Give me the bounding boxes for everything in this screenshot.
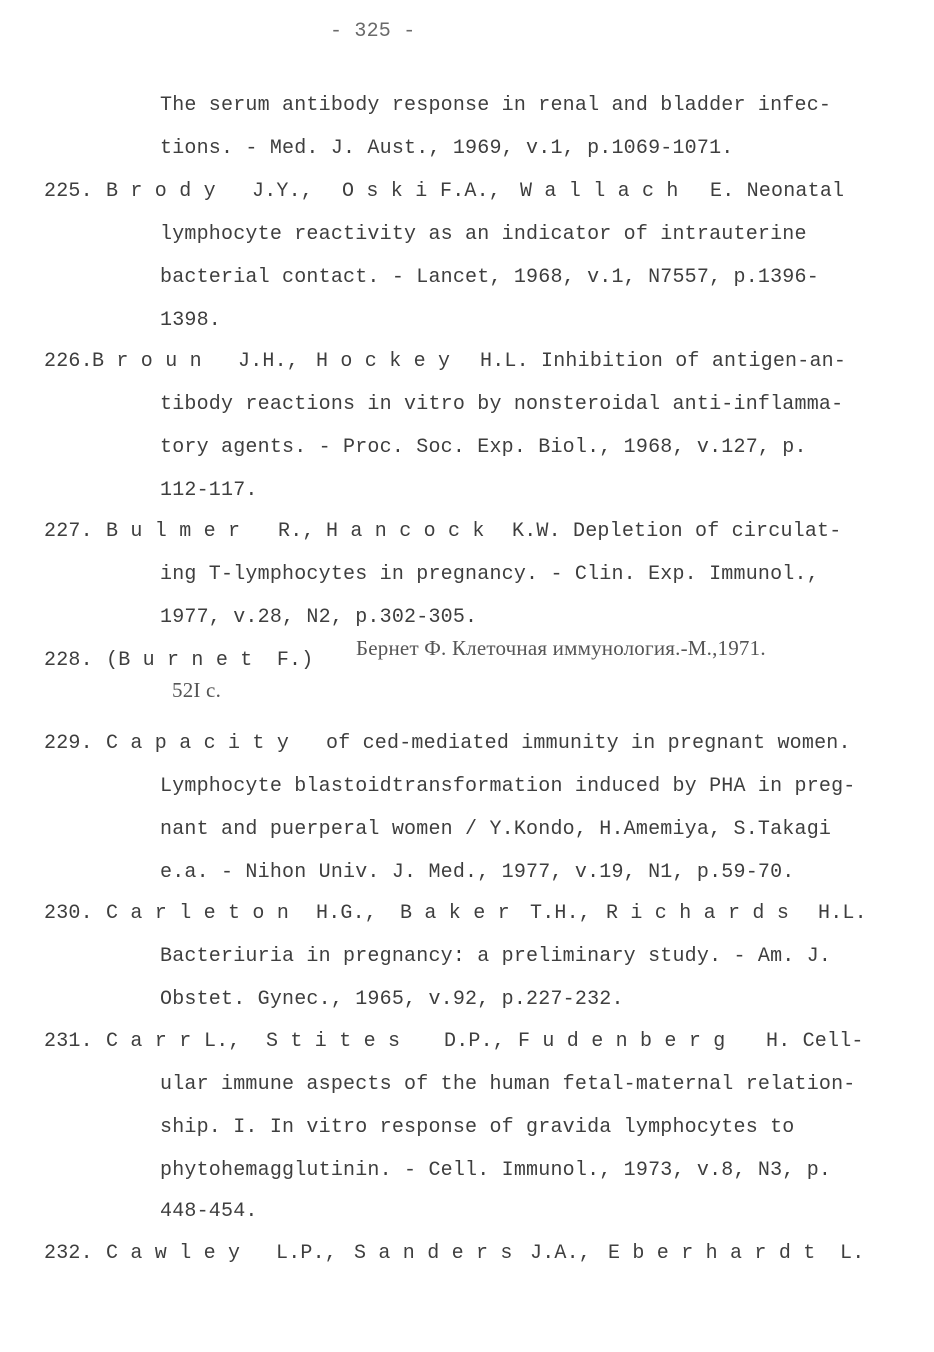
entry-230-line-3: Obstet. Gynec., 1965, v.92, p.227-232. — [160, 988, 624, 1011]
entry-229-title-rest: of ced-mediated immunity in pregnant women. — [326, 732, 851, 755]
entry-225-author-1-initials: J.Y., — [252, 180, 314, 203]
entry-227-author-1: B u l m e r — [106, 520, 241, 543]
entry-225-author-2-initials: F.A., — [440, 180, 502, 203]
entry-226-line-3: tory agents. - Proc. Soc. Exp. Biol., 1968, v.127, p. — [160, 436, 807, 459]
entry-230-author-3: R i c h a r d s — [606, 902, 790, 925]
entry-232-author-1: C a w l e y — [106, 1242, 241, 1265]
entry-number-230: 230. — [44, 902, 93, 925]
entry-227-author-1-initials: R., — [278, 520, 315, 543]
entry-number-225: 225. — [44, 180, 93, 203]
entry-226-line-2: tibody reactions in vitro by nonsteroidal anti-inflamma- — [160, 393, 844, 416]
entry-232-author-3: E b e r h a r d t — [608, 1242, 816, 1265]
entry-230-author-1-initials: H.G., — [316, 902, 378, 925]
entry-231-author-3: F u d e n b e r g — [518, 1030, 726, 1053]
entry-230-author-2: B a k e r — [400, 902, 510, 925]
entry-229-line-4: e.a. - Nihon Univ. J. Med., 1977, v.19, N1, p.59-70. — [160, 861, 795, 884]
entry-232-author-3-initials: L. — [840, 1242, 865, 1265]
entry-225-author-1: B r o d y — [106, 180, 216, 203]
entry-231-author-1-initials: L., — [204, 1030, 241, 1053]
entry-226-line-4: 112-117. — [160, 479, 258, 502]
entry-228-russian-title: Бернет Ф. Клеточная иммунология.-М.,1971. — [356, 636, 766, 660]
entry-230-author-3-initials: H.L. — [818, 902, 867, 925]
entry-228-author: (B u r n e t F.) — [106, 649, 314, 672]
entry-229-title-word: C a p a c i t y — [106, 732, 290, 755]
entry-231-line-4: phytohemagglutinin. - Cell. Immunol., 1973, v.8, N3, p. — [160, 1159, 832, 1182]
entry-230-author-1: C a r l e t o n — [106, 902, 290, 925]
entry-229-line-2: Lymphocyte blastoidtransformation induced by PHA in preg- — [160, 775, 856, 798]
entry-225-title-start: E. Neonatal — [710, 180, 845, 203]
entry-231-line-3: ship. I. In vitro response of gravida lymphocytes to — [160, 1116, 795, 1139]
entry-229-line-3: nant and puerperal women / Y.Kondo, H.Amemiya, S.Takagi — [160, 818, 832, 841]
entry-227-author-2: H a n c o c k — [326, 520, 485, 543]
entry-231-author-1: C a r r — [106, 1030, 192, 1053]
entry-231-title-start: H. Cell- — [766, 1030, 864, 1053]
entry-226-author-1: B r o u n — [92, 350, 202, 373]
entry-225-line-4: 1398. — [160, 309, 222, 332]
entry-230-author-2-initials: T.H., — [530, 902, 592, 925]
entry-225-author-2: O s k i — [342, 180, 428, 203]
entry-231-line-2: ular immune aspects of the human fetal-maternal relation- — [160, 1073, 856, 1096]
entry-number-232: 232. — [44, 1242, 93, 1265]
entry-226-author-2: H o c k e y — [316, 350, 451, 373]
entry-number-231: 231. — [44, 1030, 93, 1053]
entry-225-line-2: lymphocyte reactivity as an indicator of intrauterine — [160, 223, 807, 246]
entry-225-author-3: W a l l a c h — [520, 180, 679, 203]
entry-231-line-5: 448-454. — [160, 1200, 258, 1223]
entry-228-line-2: 52I с. — [172, 678, 222, 702]
continued-line-2: tions. - Med. J. Aust., 1969, v.1, p.1069-1071. — [160, 137, 734, 160]
entry-226-title-start: H.L. Inhibition of antigen-an- — [480, 350, 847, 373]
entry-number-227: 227. — [44, 520, 93, 543]
entry-number-226: 226. — [44, 350, 93, 373]
page-number: - 325 - — [330, 20, 416, 43]
entry-227-title-start: K.W. Depletion of circulat- — [512, 520, 842, 543]
entry-number-228: 228. — [44, 649, 93, 672]
entry-230-line-2: Bacteriuria in pregnancy: a preliminary study. - Am. J. — [160, 945, 832, 968]
continued-line-1: The serum antibody response in renal and bladder infec- — [160, 94, 832, 117]
entry-number-229: 229. — [44, 732, 93, 755]
entry-227-line-2: ing T-lymphocytes in pregnancy. - Clin. Exp. Immunol., — [160, 563, 819, 586]
entry-232-author-2-initials: J.A., — [530, 1242, 592, 1265]
entry-232-author-1-initials: L.P., — [276, 1242, 338, 1265]
entry-231-author-2: S t i t e s — [266, 1030, 401, 1053]
entry-227-line-3: 1977, v.28, N2, p.302-305. — [160, 606, 478, 629]
entry-225-line-3: bacterial contact. - Lancet, 1968, v.1, N7557, p.1396- — [160, 266, 819, 289]
entry-231-author-2-initials: D.P., — [444, 1030, 506, 1053]
entry-232-author-2: S a n d e r s — [354, 1242, 513, 1265]
entry-226-author-1-initials: J.H., — [238, 350, 300, 373]
